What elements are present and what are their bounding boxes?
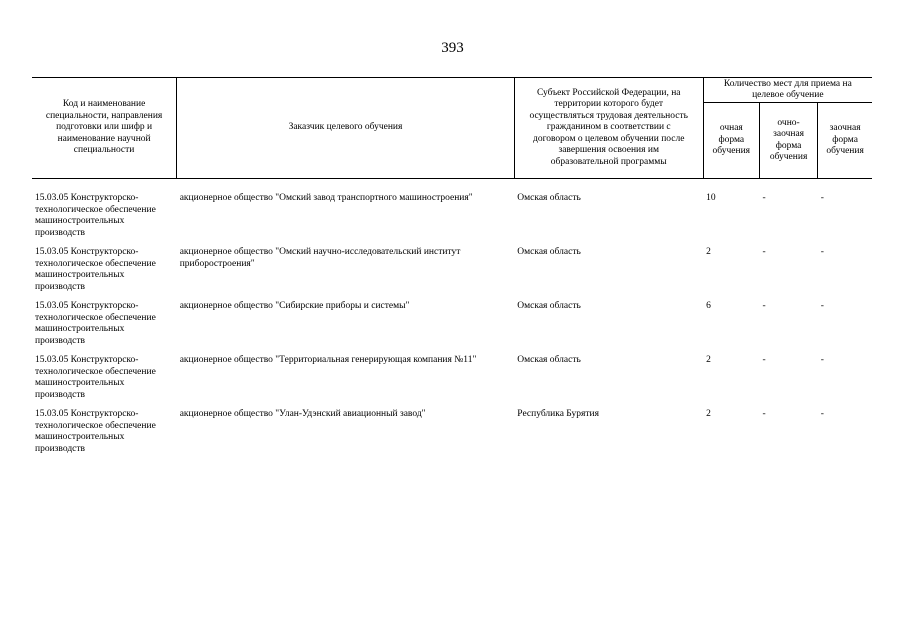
row-extramural: - — [820, 301, 824, 311]
row-part-time: - — [762, 301, 766, 311]
row-code: 15.03.05 Конструкторско-технологическое обеспечение машиностроительных производств — [35, 193, 156, 238]
table-row — [32, 409, 872, 463]
header-customer: Заказчик целевого обучения — [177, 78, 515, 179]
header-full-time: очная форма обучения — [703, 103, 759, 179]
row-part-time: - — [762, 355, 766, 365]
row-part-time: - — [762, 247, 766, 257]
row-code: 15.03.05 Конструкторско-технологическое обеспечение машиностроительных производств — [35, 247, 156, 292]
table-row — [32, 355, 872, 409]
table-row — [32, 301, 872, 355]
row-customer: акционерное общество "Омский завод транспортного машиностроения" — [179, 193, 473, 203]
row-region: Омская область — [517, 247, 581, 257]
row-full-time: 6 — [706, 301, 711, 311]
target-training-table — [32, 77, 872, 463]
header-part-time: очно-заочная форма обучения — [759, 103, 817, 179]
table-body — [32, 179, 872, 464]
row-region: Омская область — [517, 301, 581, 311]
table-row — [32, 247, 872, 301]
row-region: Омская область — [517, 193, 581, 203]
row-region: Омская область — [517, 355, 581, 365]
row-extramural: - — [820, 193, 824, 203]
header-code: Код и наименование специальности, направления подготовки или шифр и наименование научной специальности — [32, 78, 177, 179]
row-part-time: - — [762, 193, 766, 203]
row-customer: акционерное общество "Улан-Удэнский авиационный завод" — [179, 409, 426, 419]
row-extramural: - — [820, 355, 824, 365]
row-customer: акционерное общество "Омский научно-исследовательский институт приборостроения" — [179, 247, 461, 269]
table-row — [32, 179, 872, 248]
row-customer: акционерное общество "Сибирские приборы и системы" — [179, 301, 410, 311]
row-extramural: - — [820, 409, 824, 419]
header-places: Количество мест для приема на целевое обучение — [703, 78, 872, 103]
row-region: Республика Бурятия — [517, 409, 599, 419]
row-code: 15.03.05 Конструкторско-технологическое обеспечение машиностроительных производств — [35, 301, 156, 346]
table-header — [32, 78, 872, 179]
row-part-time: - — [762, 409, 766, 419]
row-extramural: - — [820, 247, 824, 257]
page-number: 393 — [441, 40, 464, 56]
header-region: Субъект Российской Федерации, на территории которого будет осуществляться трудовая деятельность гражданином в соответствии с договором о целевом обучении после завершения освоения им образовательной программы — [514, 78, 703, 179]
row-full-time: 2 — [706, 355, 711, 365]
row-full-time: 2 — [706, 409, 711, 419]
row-full-time: 10 — [706, 193, 716, 203]
row-code: 15.03.05 Конструкторско-технологическое обеспечение машиностроительных производств — [35, 355, 156, 400]
row-customer: акционерное общество "Территориальная генерирующая компания №11" — [179, 355, 477, 365]
row-code: 15.03.05 Конструкторско-технологическое обеспечение машиностроительных производств — [35, 409, 156, 454]
header-extramural: заочная форма обучения — [818, 103, 872, 179]
row-full-time: 2 — [706, 247, 711, 257]
